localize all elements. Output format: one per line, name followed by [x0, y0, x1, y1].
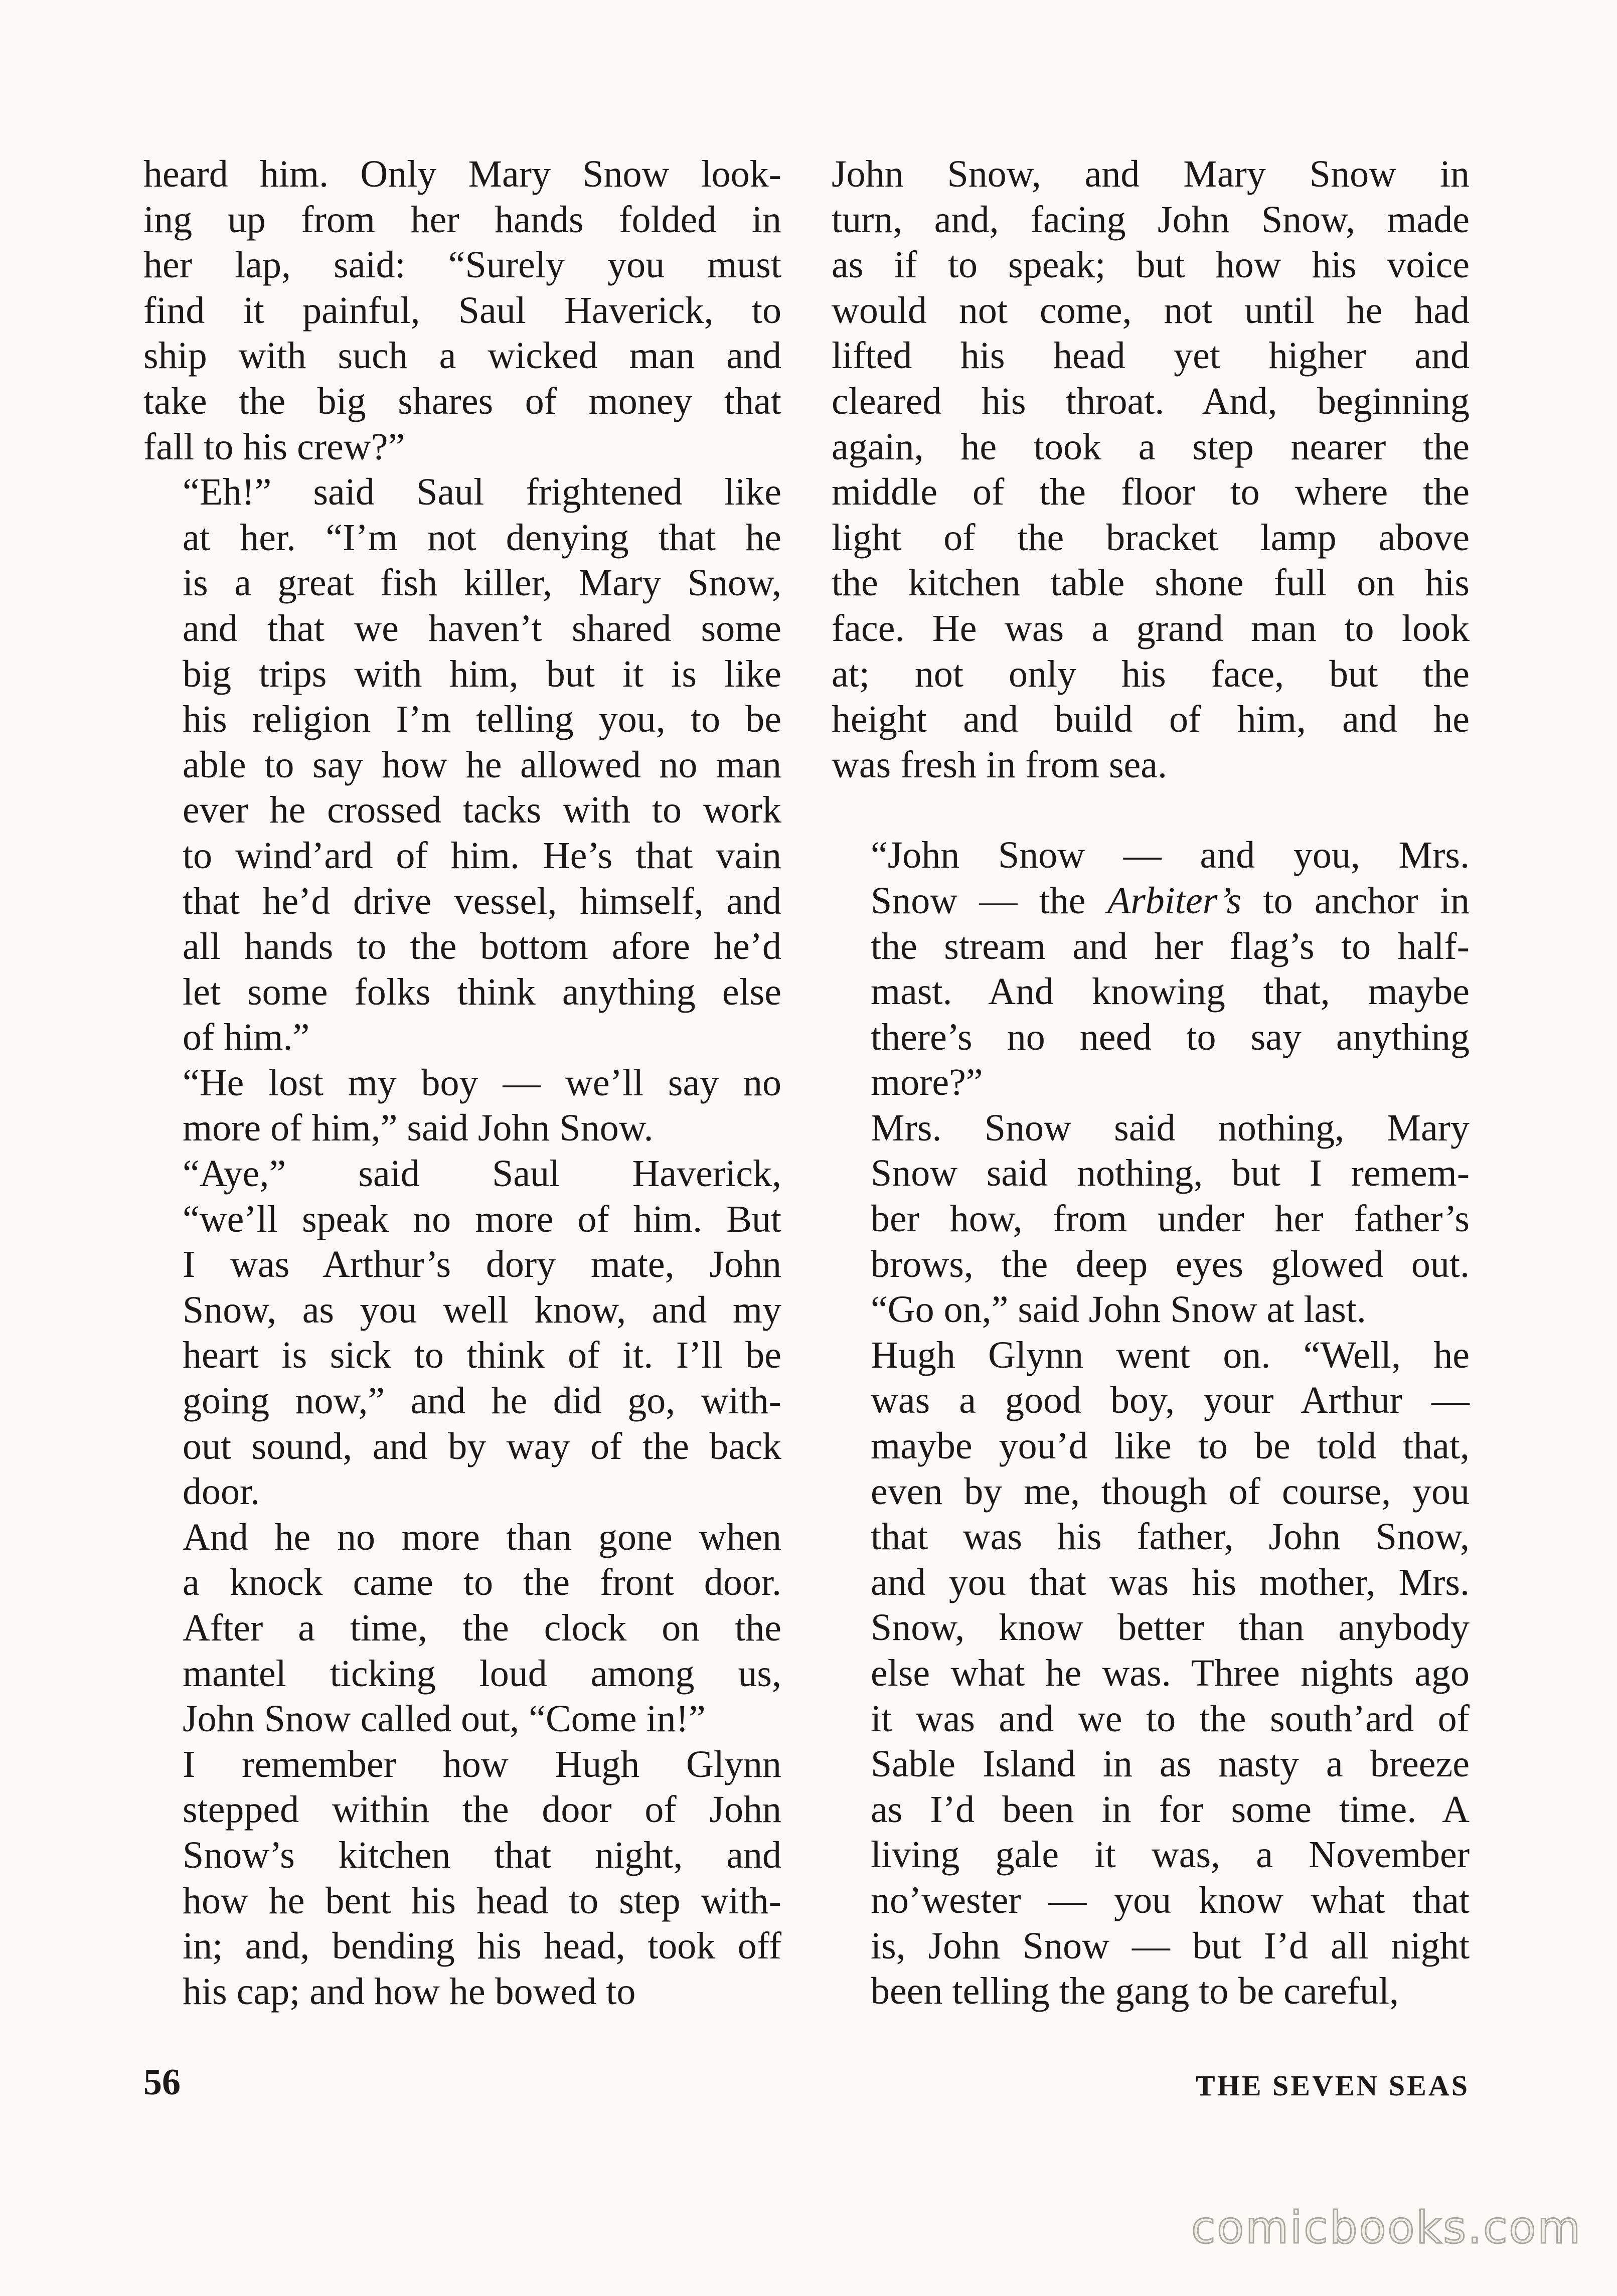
text-line: take the big shares of money that: [143, 380, 781, 422]
paragraph: [143, 151, 781, 469]
text-line: more of him,” said John Snow.: [183, 1107, 654, 1150]
text-line: And he no more than gone when: [183, 1516, 781, 1558]
text-line: ship with such a wicked man and: [143, 335, 781, 377]
text-line: Hugh Glynn went on. “Well, he: [871, 1334, 1470, 1376]
text-line: no’wester — you know what that: [871, 1879, 1470, 1921]
text-line: ber how, from under her father’s: [871, 1198, 1470, 1240]
text-line: height and build of him, and he: [832, 698, 1470, 741]
text-line: heart is sick to think of it. I’ll be: [183, 1334, 781, 1377]
text-line: “Eh!” said Saul frightened like: [183, 471, 781, 514]
text-line: at her. “I’m not denying that he: [183, 516, 781, 559]
text-line: “He lost my boy — we’ll say no: [183, 1061, 781, 1104]
text-line: Snow, as you well know, and my: [183, 1288, 781, 1331]
text-line: all hands to the bottom afore he’d: [183, 925, 781, 968]
text-line: “Go on,” said John Snow at last.: [871, 1288, 1366, 1331]
text-line: been telling the gang to be careful,: [871, 1970, 1399, 2013]
text-line: and you that was his mother, Mrs.: [871, 1561, 1470, 1603]
text-line: that he’d drive vessel, himself, and: [183, 880, 781, 922]
text-line: was fresh in from sea.: [832, 743, 1168, 786]
text-line: ing up from her hands folded in: [143, 198, 781, 241]
text-line: door.: [183, 1470, 260, 1513]
text-line: I remember how Hugh Glynn: [183, 1743, 781, 1785]
text-line: “we’ll speak no more of him. But: [183, 1198, 781, 1240]
text-line: going now,” and he did go, with-: [183, 1380, 781, 1422]
text-line: fall to his crew?”: [143, 425, 405, 468]
text-line: would not come, not until he had: [832, 289, 1470, 332]
text-line: there’s no need to say anything: [871, 1016, 1470, 1058]
text-line: able to say how he allowed no man: [183, 743, 781, 786]
text-line: again, he took a step nearer the: [832, 425, 1470, 468]
text-line: Snow — the Arbiter’s to anchor in: [871, 879, 1470, 922]
text-line: as I’d been in for some time. A: [871, 1788, 1470, 1831]
paragraph: [143, 1060, 781, 1151]
text-line: John Snow, and Mary Snow in: [832, 153, 1470, 195]
text-line: at; not only his face, but the: [832, 652, 1470, 695]
text-line: of him.”: [183, 1016, 310, 1059]
text-line: is a great fish killer, Mary Snow,: [183, 562, 781, 604]
text-line: even by me, though of course, you: [871, 1470, 1470, 1513]
magazine-title-footer: THE SEVEN SEAS: [1196, 2069, 1470, 2102]
paragraph: [143, 1515, 781, 1742]
text-line: else what he was. Three nights ago: [871, 1652, 1470, 1694]
paragraph: [832, 1105, 1470, 1333]
text-line: mast. And knowing that, maybe: [871, 970, 1470, 1013]
left-text-column: [143, 151, 781, 2014]
text-line: his religion I’m telling you, to be: [183, 698, 781, 741]
text-line: his cap; and how he bowed to: [183, 1970, 636, 2013]
text-line: light of the bracket lamp above: [832, 516, 1470, 559]
text-line: heard him. Only Mary Snow look-: [143, 153, 781, 195]
text-line: cleared his throat. And, beginning: [832, 380, 1470, 422]
watermark-logo: comicbooks.com: [1191, 2202, 1582, 2253]
text-line: that was his father, John Snow,: [871, 1516, 1470, 1558]
text-line: her lap, said: “Surely you must: [143, 244, 781, 286]
text-line: let some folks think anything else: [183, 970, 781, 1013]
text-line: Mrs. Snow said nothing, Mary: [871, 1106, 1470, 1149]
text-line: After a time, the clock on the: [183, 1607, 781, 1649]
paragraph: [832, 833, 1470, 1105]
text-line: Snow said nothing, but I remem-: [871, 1152, 1470, 1195]
text-line: lifted his head yet higher and: [832, 335, 1470, 377]
text-line: stepped within the door of John: [183, 1788, 781, 1831]
text-line: I was Arthur’s dory mate, John: [183, 1243, 781, 1286]
text-line: big trips with him, but it is like: [183, 652, 781, 695]
text-line: Snow’s kitchen that night, and: [183, 1834, 781, 1876]
text-line: “Aye,” said Saul Haverick,: [183, 1153, 781, 1195]
text-line: was a good boy, your Arthur —: [871, 1379, 1470, 1422]
text-line: and that we haven’t shared some: [183, 607, 781, 649]
text-line: more?”: [871, 1061, 983, 1104]
text-line: John Snow called out, “Come in!”: [183, 1698, 706, 1740]
text-line: brows, the deep eyes glowed out.: [871, 1243, 1470, 1285]
text-line: ever he crossed tacks with to work: [183, 789, 781, 832]
text-line: the stream and her flag’s to half-: [871, 925, 1470, 967]
text-line: Sable Island in as nasty a breeze: [871, 1743, 1470, 1785]
paragraph: [832, 1333, 1470, 2014]
paragraph: [143, 1742, 781, 2015]
paragraph: [832, 151, 1470, 787]
text-line: in; and, bending his head, took off: [183, 1925, 781, 1967]
text-line: is, John Snow — but I’d all night: [871, 1924, 1470, 1967]
paragraph: [143, 1151, 781, 1515]
text-line: a knock came to the front door.: [183, 1561, 781, 1604]
text-line: living gale it was, a November: [871, 1834, 1470, 1876]
text-line: as if to speak; but how his voice: [832, 244, 1470, 286]
text-line: face. He was a grand man to look: [832, 607, 1470, 649]
text-line: it was and we to the south’ard of: [871, 1697, 1470, 1740]
text-line: middle of the floor to where the: [832, 471, 1470, 514]
text-line: turn, and, facing John Snow, made: [832, 198, 1470, 241]
paragraph: [143, 469, 781, 1060]
text-line: Snow, know better than anybody: [871, 1606, 1470, 1649]
vessel-name: Arbiter’s: [1107, 879, 1242, 922]
text-line: maybe you’d like to be told that,: [871, 1425, 1470, 1467]
text-line: mantel ticking loud among us,: [183, 1652, 781, 1695]
text-line: “John Snow — and you, Mrs.: [871, 834, 1470, 877]
text-line: the kitchen table shone full on his: [832, 562, 1470, 604]
page-number: 56: [143, 2062, 181, 2103]
text-line: how he bent his head to step with-: [183, 1879, 781, 1922]
text-line: to wind’ard of him. He’s that vain: [183, 834, 781, 877]
right-text-column: [832, 151, 1470, 2014]
text-line: find it painful, Saul Haverick, to: [143, 289, 781, 332]
text-line: out sound, and by way of the back: [183, 1425, 781, 1467]
